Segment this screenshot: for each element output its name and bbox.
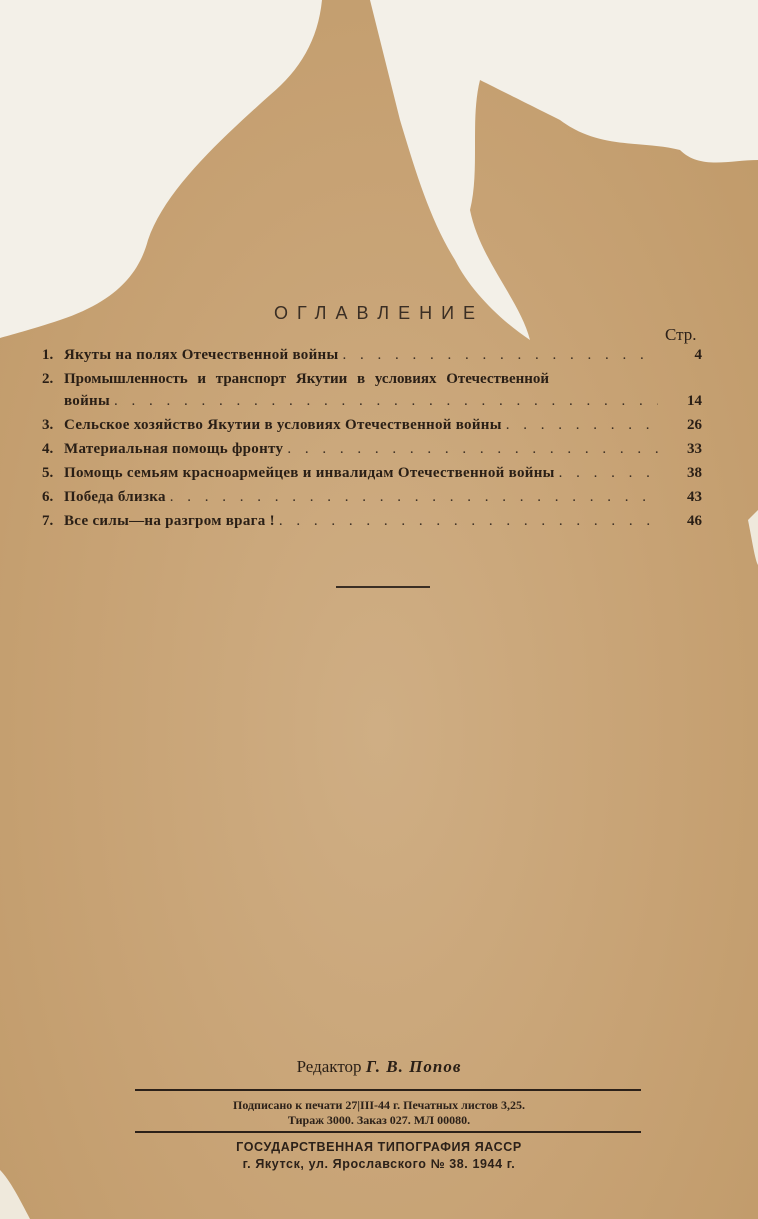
toc-title: ОГЛАВЛЕНИЕ — [273, 303, 485, 323]
toc-item-page: 43 — [687, 489, 702, 505]
toc-item-title: Все силы—на разгром врага ! — [64, 513, 275, 529]
toc-list — [42, 344, 702, 534]
editor-name: Г. В. Попов — [365, 1057, 462, 1076]
toc-item-title: Материальная помощь фронту — [64, 441, 284, 457]
toc-item-page: 26 — [687, 417, 702, 433]
toc-item-title: Победа близка — [64, 489, 166, 505]
section-divider — [336, 586, 430, 588]
toc-item-title: Якуты на полях Отечественной войны — [64, 347, 339, 363]
toc-item-7 — [42, 510, 702, 534]
toc-item-number: 6. — [42, 489, 54, 505]
imprint-rule-bottom — [135, 1131, 641, 1133]
page-column-header: Стр. — [665, 325, 697, 344]
toc-item-title: Помощь семьям красноармейцев и инвалидам Отечественной войны — [64, 465, 555, 481]
toc-item-title: Сельское хозяйство Якутии в условиях Отечественной войны — [64, 417, 502, 433]
toc-item-page: 46 — [687, 513, 702, 529]
toc-item-6 — [42, 486, 702, 510]
toc-item-number: 4. — [42, 441, 54, 457]
toc-item-title-line1: Промышленность и транспорт Якутии в условиях Отечественной — [64, 371, 550, 387]
editor-credit — [0, 1057, 758, 1077]
toc-item-number: 7. — [42, 513, 54, 529]
printer-name: ГОСУДАРСТВЕННАЯ ТИПОГРАФИЯ ЯАССР — [236, 1140, 522, 1154]
dot-leader — [275, 510, 658, 532]
toc-item-number: 1. — [42, 347, 54, 363]
toc-item-1 — [42, 344, 702, 368]
toc-item-title-line2: войны — [64, 393, 110, 409]
editor-label: Редактор — [296, 1057, 362, 1076]
toc-item-5 — [42, 462, 702, 486]
dot-leader — [110, 390, 658, 412]
toc-item-4 — [42, 438, 702, 462]
toc-item-page: 33 — [687, 441, 702, 457]
toc-item-page: 14 — [687, 393, 702, 409]
dot-leader — [502, 414, 658, 436]
toc-item-2 — [42, 368, 702, 414]
imprint-rule-top — [135, 1089, 641, 1091]
dot-leader — [555, 462, 658, 484]
imprint-line-2: Тираж 3000. Заказ 027. МЛ 00080. — [287, 1113, 471, 1127]
toc-item-number: 5. — [42, 465, 54, 481]
imprint-line-1: Подписано к печати 27|III-44 г. Печатных листов 3,25. — [232, 1098, 526, 1112]
toc-item-3 — [42, 414, 702, 438]
dot-leader — [166, 486, 658, 508]
dot-leader — [283, 438, 658, 460]
toc-item-page: 38 — [687, 465, 702, 481]
dot-leader — [339, 344, 659, 366]
toc-item-number: 2. — [42, 371, 54, 387]
printer-address: г. Якутск, ул. Ярославского № 38. 1944 г. — [242, 1157, 516, 1171]
toc-item-number: 3. — [42, 417, 54, 433]
toc-item-page: 4 — [694, 347, 702, 363]
